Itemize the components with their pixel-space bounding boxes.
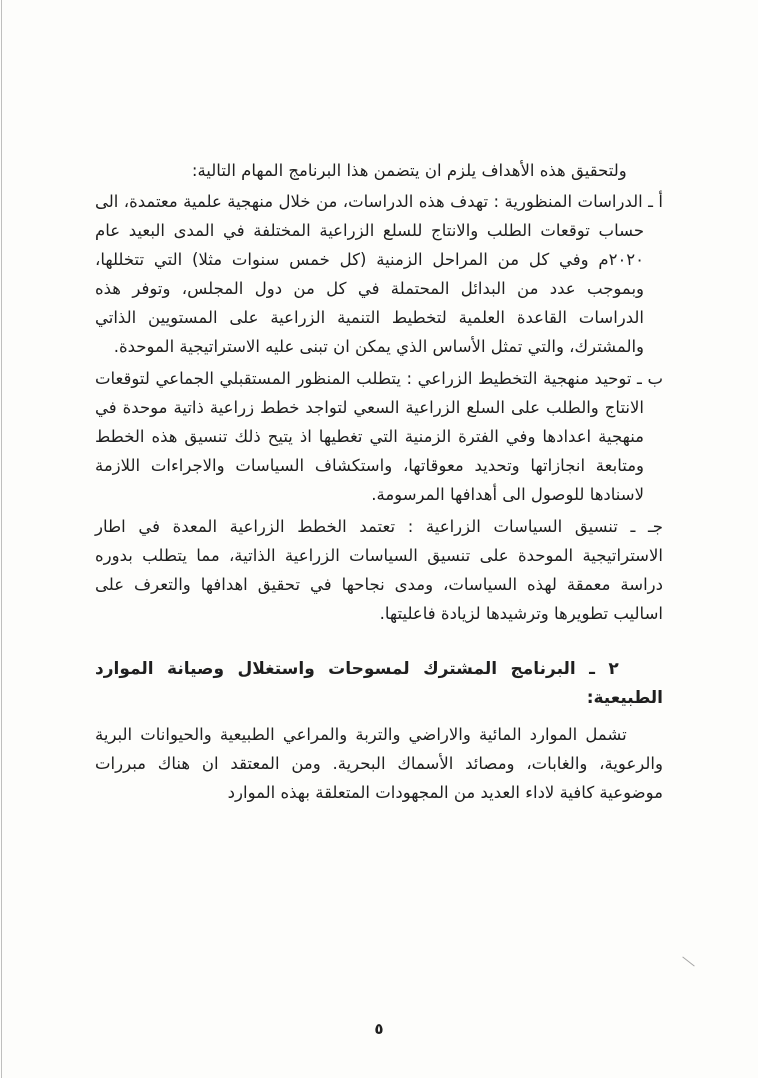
section-body-paragraph: تشمل الموارد المائية والاراضي والتربة والمراعي الطبيعية والحيوانات البرية والرعوية، والغابات، ومصائد الأسماك البحرية. ومن المعتقد ان هناك مبررات موضوعية كافية لاداء العديد من المجهودات المتعلقة بهذه الموارد — [95, 725, 663, 802]
list-item-a: أ ـ الدراسات المنظورية : تهدف هذه الدراسات، من خلال منهجية علمية معتمدة، الى حساب توقعات الطلب والانتاج للسلع الزراعية المختلفة في المدى البعيد عام ٢٠٢٠م وفي كل من المراحل الزمنية (كل خمس سنوات مثلا) التي تتخللها، وبموجب عدد من البدائل المحتملة في كل من دول المجلس، وتوفر هذه الدراسات القاعدة العلمية لتخطيط التنمية الزراعية على المستويين الذاتي والمشترك، والتي تمثل الأساس الذي يمكن ان تبنى عليه الاستراتيجية الموحدة. — [95, 192, 663, 356]
scan-corner-mark — [682, 956, 694, 966]
list-item-jeem: جـ ـ تنسيق السياسات الزراعية : تعتمد الخطط الزراعية المعدة في اطار الاستراتيجية الموحدة على تنسيق السياسات الزراعية الذاتية، مما يتطلب بدوره دراسة معمقة لهذه السياسات، ومدى نجاحها في تحقيق اهدافها والتعرف على اساليب تطويرها وترشيدها لزيادة فاعليتها. — [95, 517, 663, 623]
page-number: ٥ — [374, 1020, 384, 1038]
section-heading: ٢ ـ البرنامج المشترك لمسوحات واستغلال وصيانة الموارد الطبيعية: — [95, 659, 663, 708]
page-content — [95, 156, 663, 807]
list-item-b: ب ـ توحيد منهجية التخطيط الزراعي : يتطلب المنظور المستقبلي الجماعي لتوقعات الانتاج والطلب على السلع الزراعية السعي لتواجد خطط زراعية ذاتية موحدة في منهجية اعدادها وفي الفترة الزمنية التي تغطيها اذ يتيح ذلك تنسيق هذه الخطط ومتابعة انجازاتها وتحديد معوقاتها، واستكشاف السياسات والاجراءات اللازمة لاسنادها للوصول الى أهدافها المرسومة. — [95, 369, 663, 504]
intro-paragraph: ولتحقيق هذه الأهداف يلزم ان يتضمن هذا البرنامج المهام التالية: — [191, 161, 627, 180]
scan-edge-artifact — [1, 0, 2, 1078]
